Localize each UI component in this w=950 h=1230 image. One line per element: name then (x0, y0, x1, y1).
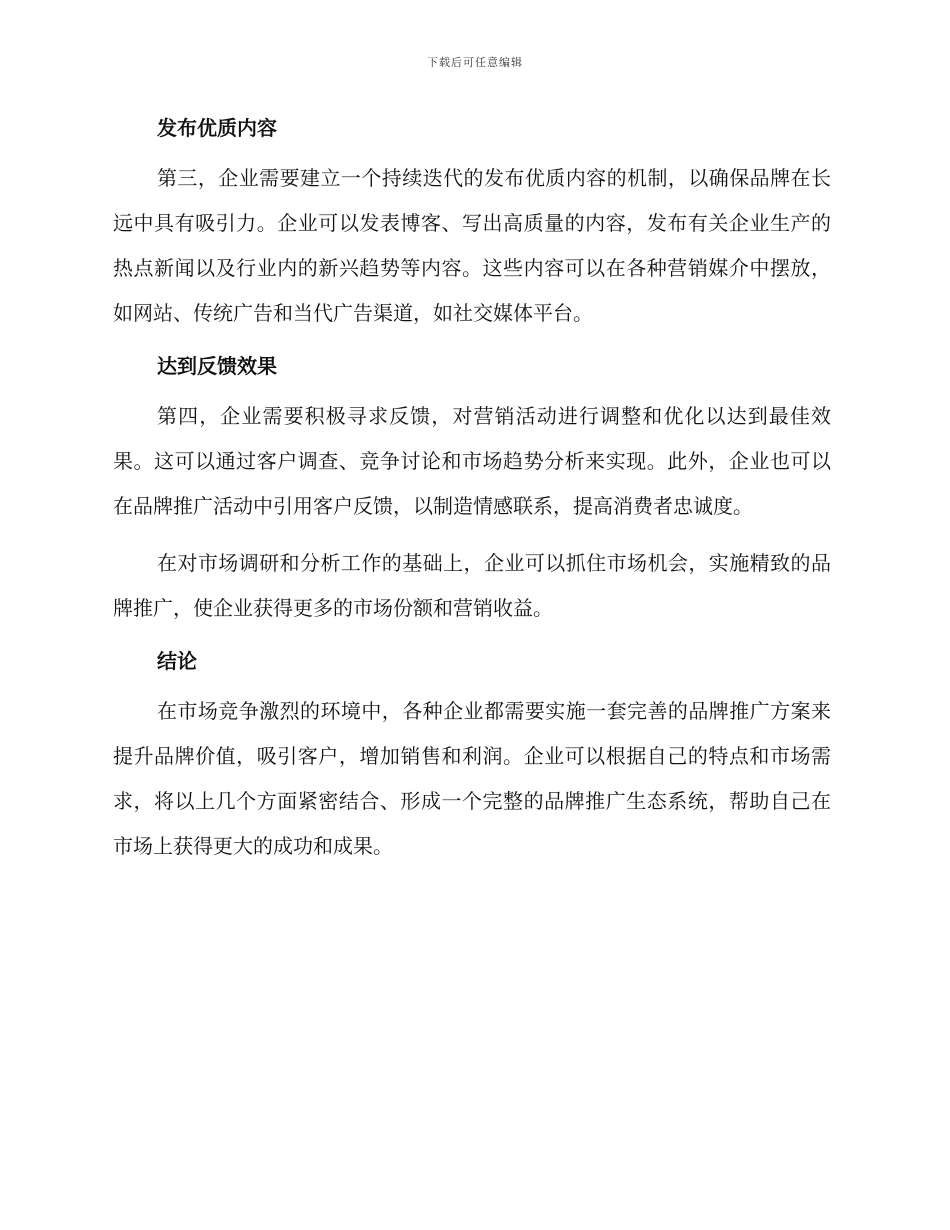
section-heading: 结论 (157, 649, 197, 673)
section-conclusion (113, 643, 831, 869)
paragraph: 第四，企业需要积极寻求反馈，对营销活动进行调整和优化以达到最佳效果。这可以通过客户调查、竞争讨论和市场趋势分析来实现。此外，企业也可以在品牌推广活动中引用客户反馈，以制造情感联系，提高消费者忠诚度。 (113, 404, 831, 518)
page-header: 下载后可任意编辑 (427, 56, 523, 69)
section-heading: 发布优质内容 (157, 116, 277, 140)
section-feedback-effect (113, 348, 831, 631)
paragraph: 在市场竞争激烈的环境中，各种企业都需要实施一套完善的品牌推广方案来提升品牌价值，吸引客户，增加销售和利润。企业可以根据自己的特点和市场需求，将以上几个方面紧密结合、形成一个完整的品牌推广生态系统，帮助自己在市场上获得更大的成功和成果。 (113, 699, 831, 858)
paragraph: 在对市场调研和分析工作的基础上，企业可以抓住市场机会，实施精致的品牌推广，使企业获得更多的市场份额和营销收益。 (113, 551, 831, 620)
paragraph: 第三，企业需要建立一个持续迭代的发布优质内容的机制，以确保品牌在长远中具有吸引力。企业可以发表博客、写出高质量的内容，发布有关企业生产的热点新闻以及行业内的新兴趋势等内容。这些内容可以在各种营销媒介中摆放，如网站、传统广告和当代广告渠道，如社交媒体平台。 (113, 166, 831, 325)
document-body (113, 110, 831, 881)
section-publish-quality-content (113, 110, 831, 336)
section-heading: 达到反馈效果 (157, 354, 277, 378)
